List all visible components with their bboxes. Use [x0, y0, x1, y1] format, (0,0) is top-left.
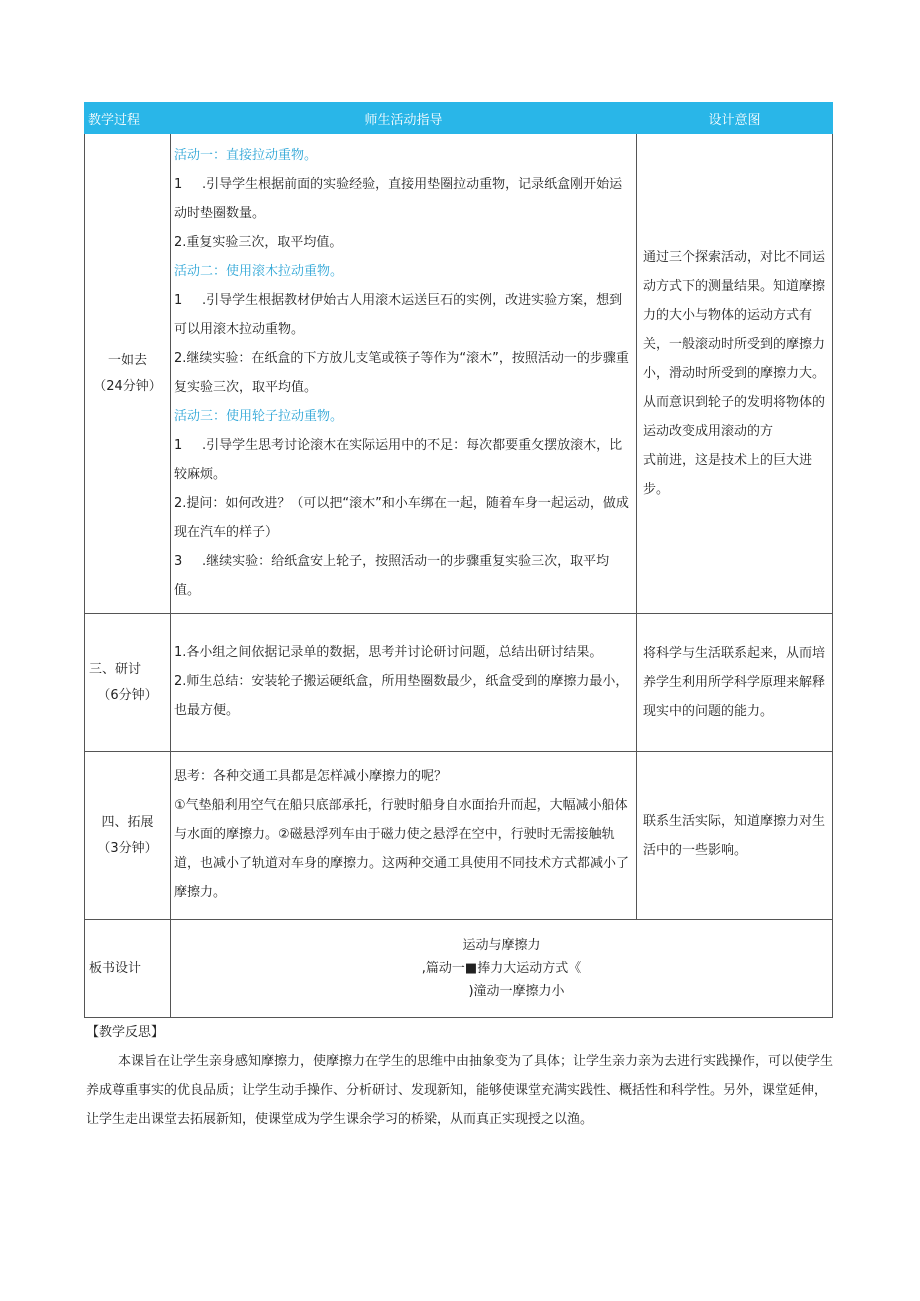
stage-cell	[85, 134, 171, 614]
activity-title: 活动二：使用滚木拉动重物。	[174, 263, 344, 279]
intent-text-tail: 式前进，这是技术上的巨大进步。	[643, 453, 813, 497]
header-intent: 设计意图	[637, 103, 833, 134]
intent-text: 联系生活实际，知道摩擦力对生活中的一些影响。	[643, 813, 826, 858]
item-text: .引导学生根据教材伊始古人用滚木运送巨石的实例，改进实验方案，想到可以用滚木拉动重物。	[174, 292, 623, 337]
activity-cell	[171, 614, 637, 752]
stage-name: 三、研讨	[89, 661, 142, 677]
list-item: 2.继续实验：在纸盒的下方放儿支笔或筷子等作为“滚木”，按照活动一的步骤重复实验三次，取平均值。	[174, 350, 629, 395]
stage-duration: （24分钟）	[93, 378, 162, 394]
list-item: 2.师生总结：安装轮子搬运硬纸盒，所用垫圈数最少，纸盒受到的摩擦力最小，也最方便。	[174, 674, 629, 718]
table-row	[85, 134, 833, 614]
board-design-cell	[171, 920, 833, 1018]
stage-cell	[85, 752, 171, 920]
list-item	[174, 547, 632, 605]
stage-cell	[85, 920, 171, 1018]
reflection-heading: 【教学反思】	[86, 1025, 165, 1040]
board-line: )潼动一摩擦力小	[468, 984, 565, 999]
table-row	[85, 920, 833, 1018]
intent-text: 将科学与生活联系起来，从而培养学生利用所学科学原理来解释现实中的问题的能力。	[643, 646, 826, 719]
reflection-text: 本课旨在让学生亲身感知摩擦力，使摩擦力在学生的思维中由抽象变为了具体；让学生亲力亲为去进行实践操作，可以使学生养成尊重事实的优良品质；让学生动手操作、分析研讨、发现新知，能够使课堂充满实践性、概括性和科学性。另外，课堂延伸，让学生走出课堂去拓展新知，使课堂成为学生课余学习的桥梁，从而真正实现授之以渔。	[86, 1054, 834, 1127]
discussion-question: 思考：各种交通工具都是怎样减小摩擦力的呢？	[174, 769, 448, 784]
list-item: 1.各小组之间依据记录单的数据，思考并讨论研讨问题，总结出研讨结果。	[174, 645, 603, 660]
activity-title: 活动一：直接拉动重物。	[174, 147, 318, 163]
table-header-row	[85, 103, 833, 134]
activity-cell	[171, 752, 637, 920]
lesson-table	[84, 102, 833, 1018]
list-item	[174, 170, 632, 228]
intent-cell	[637, 134, 833, 614]
list-item	[174, 431, 632, 489]
stage-name: 四、拓展	[101, 814, 154, 830]
stage-name: 板书设计	[89, 960, 142, 976]
table-row	[85, 614, 833, 752]
list-item	[174, 286, 632, 344]
header-guidance: 师生活动指导	[171, 103, 637, 134]
intent-cell	[637, 752, 833, 920]
stage-duration: （6分钟）	[97, 687, 158, 703]
item-number: 1	[174, 437, 183, 453]
list-item: 2.提问：如何改进？（可以把“滚木”和小车绑在一起，随着车身一起运动，做成现在汽车的样子）	[174, 495, 629, 540]
stage-cell	[85, 614, 171, 752]
intent-text: 通过三个探索活动，对比不同运动方式下的测量结果。知道摩擦力的大小与物体的运动方式有关，一般滚动时所受到的摩擦力小，滑动时所受到的摩擦力大。从而意识到轮子的发明将物体的运动改变成用滚动的方	[643, 250, 826, 439]
item-number: 1	[174, 292, 183, 308]
item-text: .继续实验：给纸盒安上轮子，按照活动一的步骤重复实验三次，取平均值。	[174, 553, 610, 598]
stage-name: 一如去	[107, 352, 147, 368]
discussion-answer: ①气垫船利用空气在船只底部承托，行驶时船身自水面抬升而起，大幅减小船体与水面的摩擦力。②磁悬浮列车由于磁力使之悬浮在空中，行驶时无需接触轨道，也减小了轨道对车身的摩擦力。这两种交通工具使用不同技术方式都减小了摩擦力。	[174, 798, 630, 900]
item-number: 1	[174, 176, 183, 192]
board-title: 运动与摩擦力	[462, 938, 541, 953]
item-text: .引导学生根据前面的实验经验，直接用垫圈拉动重物，记录纸盒刚开始运动时垫圈数量。	[174, 176, 623, 221]
header-process: 教学过程	[85, 103, 171, 134]
activity-title: 活动三：使用轮子拉动重物。	[174, 408, 344, 424]
item-text: .引导学生思考讨论滚木在实际运用中的不足：每次都要重攵摆放滚木，比较麻烦。	[174, 437, 623, 482]
list-item: 2.重复实验三次，取平均值。	[174, 234, 343, 250]
stage-duration: （3分钟）	[97, 840, 158, 856]
table-row	[85, 752, 833, 920]
teaching-reflection	[86, 1018, 834, 1134]
board-line: ,篇动一■捧力大运动方式《	[421, 961, 582, 976]
item-number: 3	[174, 553, 183, 569]
intent-cell	[637, 614, 833, 752]
activity-cell	[171, 134, 637, 614]
